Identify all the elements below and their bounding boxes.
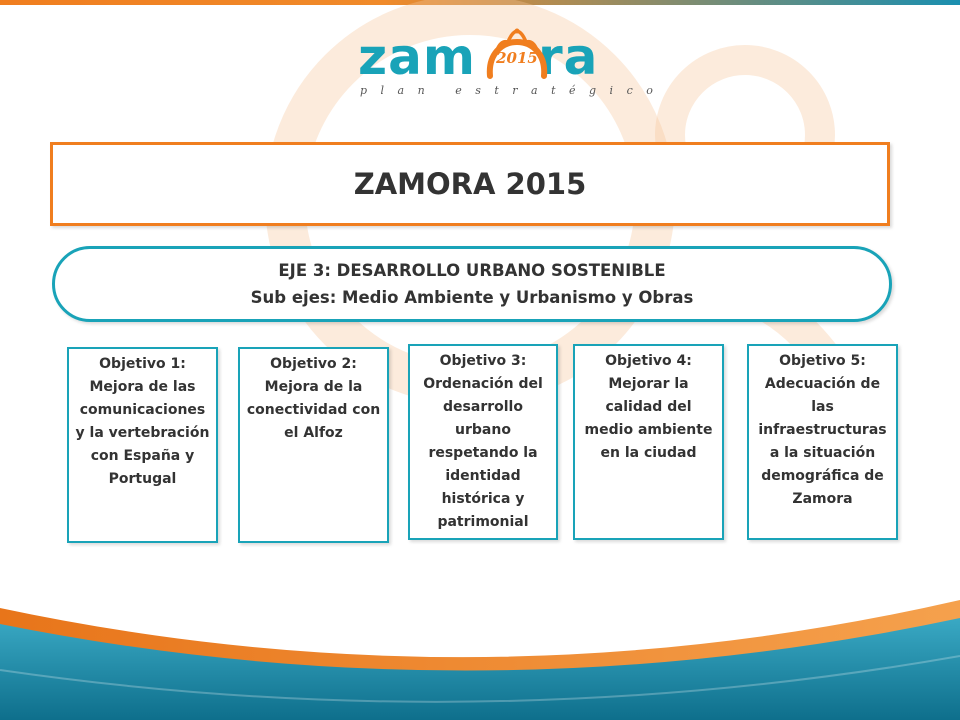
objective-5-text: Adecuación de las infraestructuras a la situación demográfica de Zamora: [758, 376, 887, 507]
logo-word-right: ra: [537, 28, 599, 86]
axis-subtitle: Sub ejes: Medio Ambiente y Urbanismo y Obras: [250, 288, 694, 307]
objective-3-label: Objetivo 3:: [439, 353, 527, 369]
objective-4-box: [573, 344, 724, 540]
logo-word-left: zam: [358, 28, 476, 86]
logo-year: 2015: [496, 49, 538, 67]
objective-4-label: Objetivo 4:: [605, 353, 692, 369]
objective-5-box: [747, 344, 898, 540]
axis-title: EJE 3: DESARROLLO URBANO SOSTENIBLE: [278, 261, 666, 280]
bottom-wave-decoration: [0, 560, 960, 720]
axis-box: [52, 246, 892, 322]
zamora-logo: [358, 22, 667, 104]
objective-5-label: Objetivo 5:: [779, 353, 866, 369]
objective-1-box: [67, 347, 218, 543]
logo-subtitle: plan estratégico: [360, 84, 667, 97]
logo-wordmark: [358, 22, 599, 86]
page-title: ZAMORA 2015: [353, 167, 587, 201]
objective-1-label: Objetivo 1:: [99, 356, 186, 372]
objective-1-text: Mejora de las comunicaciones y la vertebración con España y Portugal: [75, 379, 210, 487]
objective-2-text: Mejora de la conectividad con el Alfoz: [246, 379, 381, 441]
objective-3-box: [408, 344, 558, 540]
objective-2-label: Objetivo 2:: [270, 356, 357, 372]
objective-2-box: [238, 347, 389, 543]
title-box: [50, 142, 890, 226]
objective-3-text: Ordenación del desarrollo urbano respetando la identidad histórica y patrimonial: [423, 376, 543, 530]
objective-4-text: Mejorar la calidad del medio ambiente en la ciudad: [584, 376, 713, 461]
